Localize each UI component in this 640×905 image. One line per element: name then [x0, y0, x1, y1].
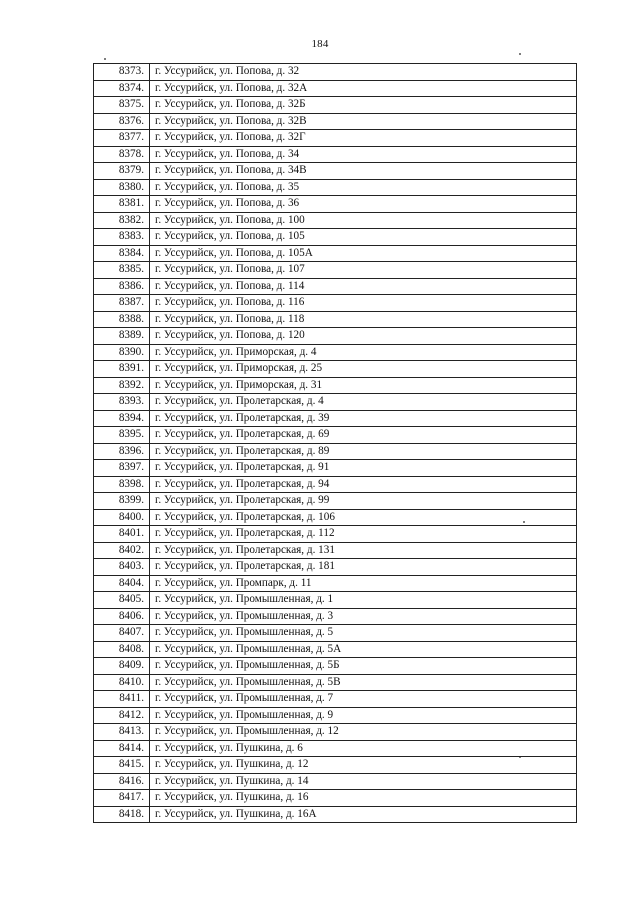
row-number: 8414.: [94, 740, 150, 757]
row-number: 8407.: [94, 625, 150, 642]
table-row: [94, 526, 577, 543]
row-address: г. Уссурийск, ул. Попова, д. 32А: [150, 80, 577, 97]
row-number: 8377.: [94, 130, 150, 147]
row-number: 8417.: [94, 790, 150, 807]
row-address: г. Уссурийск, ул. Промышленная, д. 9: [150, 707, 577, 724]
row-address: г. Уссурийск, ул. Пролетарская, д. 4: [150, 394, 577, 411]
table-row: [94, 245, 577, 262]
row-address: г. Уссурийск, ул. Пролетарская, д. 99: [150, 493, 577, 510]
row-number: 8378.: [94, 146, 150, 163]
row-address: г. Уссурийск, ул. Приморская, д. 4: [150, 344, 577, 361]
table-row: [94, 575, 577, 592]
row-number: 8389.: [94, 328, 150, 345]
row-address: г. Уссурийск, ул. Попова, д. 32Г: [150, 130, 577, 147]
row-number: 8409.: [94, 658, 150, 675]
table-row: [94, 97, 577, 114]
row-address: г. Уссурийск, ул. Пролетарская, д. 131: [150, 542, 577, 559]
row-number: 8400.: [94, 509, 150, 526]
row-number: 8413.: [94, 724, 150, 741]
row-number: 8405.: [94, 592, 150, 609]
table-row: [94, 641, 577, 658]
row-number: 8379.: [94, 163, 150, 180]
row-address: г. Уссурийск, ул. Промышленная, д. 5В: [150, 674, 577, 691]
row-address: г. Уссурийск, ул. Промышленная, д. 5: [150, 625, 577, 642]
row-address: г. Уссурийск, ул. Попова, д. 105А: [150, 245, 577, 262]
row-number: 8385.: [94, 262, 150, 279]
table-row: [94, 179, 577, 196]
row-number: 8387.: [94, 295, 150, 312]
row-number: 8393.: [94, 394, 150, 411]
row-address: г. Уссурийск, ул. Попова, д. 116: [150, 295, 577, 312]
row-address: г. Уссурийск, ул. Промпарк, д. 11: [150, 575, 577, 592]
row-address: г. Уссурийск, ул. Попова, д. 35: [150, 179, 577, 196]
table-row: [94, 427, 577, 444]
row-address: г. Уссурийск, ул. Промышленная, д. 7: [150, 691, 577, 708]
table-row: [94, 674, 577, 691]
row-address: г. Уссурийск, ул. Пролетарская, д. 181: [150, 559, 577, 576]
row-number: 8381.: [94, 196, 150, 213]
row-number: 8390.: [94, 344, 150, 361]
row-address: г. Уссурийск, ул. Попова, д. 32: [150, 64, 577, 81]
table-row: [94, 740, 577, 757]
row-address: г. Уссурийск, ул. Попова, д. 36: [150, 196, 577, 213]
row-number: 8402.: [94, 542, 150, 559]
table-row: [94, 724, 577, 741]
address-rows: [94, 64, 577, 823]
row-address: г. Уссурийск, ул. Попова, д. 107: [150, 262, 577, 279]
row-number: 8380.: [94, 179, 150, 196]
row-number: 8392.: [94, 377, 150, 394]
table-row: [94, 625, 577, 642]
row-address: г. Уссурийск, ул. Приморская, д. 31: [150, 377, 577, 394]
table-row: [94, 443, 577, 460]
table-row: [94, 476, 577, 493]
row-address: г. Уссурийск, ул. Пролетарская, д. 69: [150, 427, 577, 444]
table-row: [94, 130, 577, 147]
table-row: [94, 212, 577, 229]
table-row: [94, 80, 577, 97]
row-address: г. Уссурийск, ул. Попова, д. 32Б: [150, 97, 577, 114]
row-address: г. Уссурийск, ул. Пролетарская, д. 94: [150, 476, 577, 493]
row-number: 8401.: [94, 526, 150, 543]
row-number: 8384.: [94, 245, 150, 262]
table-row: [94, 691, 577, 708]
row-address: г. Уссурийск, ул. Попова, д. 120: [150, 328, 577, 345]
row-address: г. Уссурийск, ул. Промышленная, д. 3: [150, 608, 577, 625]
row-number: 8374.: [94, 80, 150, 97]
table-row: [94, 559, 577, 576]
row-number: 8383.: [94, 229, 150, 246]
row-address: г. Уссурийск, ул. Попова, д. 118: [150, 311, 577, 328]
row-number: 8398.: [94, 476, 150, 493]
row-address: г. Уссурийск, ул. Попова, д. 34: [150, 146, 577, 163]
row-address: г. Уссурийск, ул. Пушкина, д. 6: [150, 740, 577, 757]
row-address: г. Уссурийск, ул. Попова, д. 114: [150, 278, 577, 295]
table-row: [94, 592, 577, 609]
table-row: [94, 394, 577, 411]
row-address: г. Уссурийск, ул. Пролетарская, д. 89: [150, 443, 577, 460]
row-number: 8399.: [94, 493, 150, 510]
table-row: [94, 493, 577, 510]
address-table: [93, 63, 577, 823]
table-row: [94, 344, 577, 361]
row-address: г. Уссурийск, ул. Промышленная, д. 5А: [150, 641, 577, 658]
table-row: [94, 311, 577, 328]
table-row: [94, 113, 577, 130]
row-number: 8396.: [94, 443, 150, 460]
row-number: 8404.: [94, 575, 150, 592]
row-address: г. Уссурийск, ул. Промышленная, д. 5Б: [150, 658, 577, 675]
row-address: г. Уссурийск, ул. Пушкина, д. 12: [150, 757, 577, 774]
row-number: 8386.: [94, 278, 150, 295]
page-number: 184: [311, 38, 329, 50]
row-number: 8376.: [94, 113, 150, 130]
table-row: [94, 196, 577, 213]
row-number: 8412.: [94, 707, 150, 724]
row-address: г. Уссурийск, ул. Попова, д. 34В: [150, 163, 577, 180]
row-number: 8382.: [94, 212, 150, 229]
table-row: [94, 262, 577, 279]
row-address: г. Уссурийск, ул. Попова, д. 105: [150, 229, 577, 246]
row-address: г. Уссурийск, ул. Пушкина, д. 16А: [150, 806, 577, 823]
table-row: [94, 773, 577, 790]
table-row: [94, 658, 577, 675]
table-row: [94, 361, 577, 378]
row-number: 8416.: [94, 773, 150, 790]
table-row: [94, 278, 577, 295]
row-number: 8394.: [94, 410, 150, 427]
row-address: г. Уссурийск, ул. Пролетарская, д. 112: [150, 526, 577, 543]
row-number: 8395.: [94, 427, 150, 444]
row-number: 8411.: [94, 691, 150, 708]
table-row: [94, 460, 577, 477]
row-address: г. Уссурийск, ул. Промышленная, д. 1: [150, 592, 577, 609]
row-address: г. Уссурийск, ул. Пушкина, д. 14: [150, 773, 577, 790]
row-number: 8418.: [94, 806, 150, 823]
row-number: 8388.: [94, 311, 150, 328]
row-number: 8406.: [94, 608, 150, 625]
table-row: [94, 542, 577, 559]
table-row: [94, 377, 577, 394]
row-number: 8415.: [94, 757, 150, 774]
scan-speck: [104, 58, 106, 60]
table-row: [94, 509, 577, 526]
row-address: г. Уссурийск, ул. Пролетарская, д. 91: [150, 460, 577, 477]
table-row: [94, 163, 577, 180]
row-number: 8410.: [94, 674, 150, 691]
row-address: г. Уссурийск, ул. Пролетарская, д. 106: [150, 509, 577, 526]
table-row: [94, 790, 577, 807]
table-row: [94, 229, 577, 246]
table-row: [94, 146, 577, 163]
table-row: [94, 757, 577, 774]
row-address: г. Уссурийск, ул. Пушкина, д. 16: [150, 790, 577, 807]
row-number: 8408.: [94, 641, 150, 658]
table-row: [94, 328, 577, 345]
row-number: 8397.: [94, 460, 150, 477]
row-number: 8375.: [94, 97, 150, 114]
row-address: г. Уссурийск, ул. Приморская, д. 25: [150, 361, 577, 378]
table-row: [94, 295, 577, 312]
table-row: [94, 608, 577, 625]
row-number: 8391.: [94, 361, 150, 378]
scan-speck: [519, 53, 521, 55]
row-address: г. Уссурийск, ул. Промышленная, д. 12: [150, 724, 577, 741]
table-row: [94, 707, 577, 724]
row-number: 8373.: [94, 64, 150, 81]
table-row: [94, 64, 577, 81]
row-address: г. Уссурийск, ул. Попова, д. 100: [150, 212, 577, 229]
table-row: [94, 410, 577, 427]
table-row: [94, 806, 577, 823]
row-address: г. Уссурийск, ул. Пролетарская, д. 39: [150, 410, 577, 427]
row-number: 8403.: [94, 559, 150, 576]
row-address: г. Уссурийск, ул. Попова, д. 32В: [150, 113, 577, 130]
